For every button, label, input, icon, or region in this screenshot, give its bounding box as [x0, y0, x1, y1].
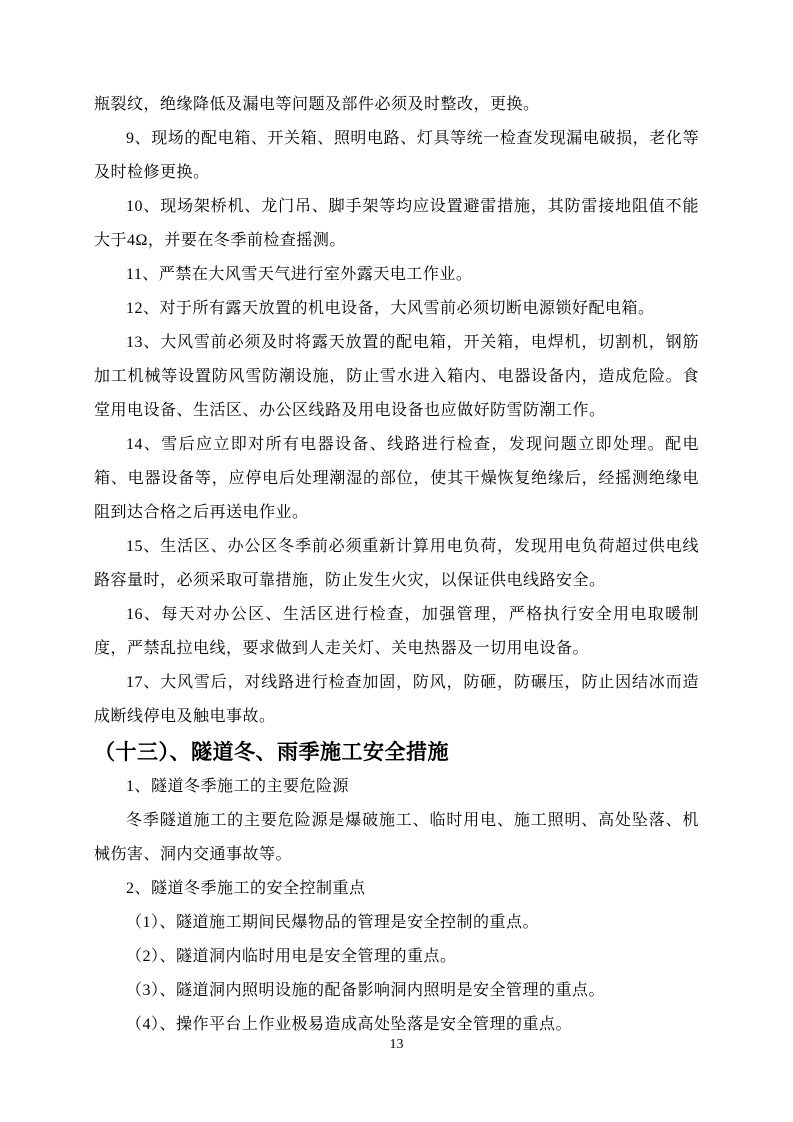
paragraph: 10、现场架桥机、龙门吊、脚手架等均应设置避雷措施，其防雷接地阻值不能大于4Ω，并要在冬季前检查摇测。: [94, 198, 699, 249]
paragraph: 1、隧道冬季施工的主要危险源: [126, 778, 350, 795]
paragraph: （2）、隧道洞内临时用电是安全管理的重点。: [126, 948, 457, 965]
page-number: 13: [389, 1037, 404, 1052]
paragraph: 13、大风雪前必须及时将露天放置的配电箱，开关箱，电焊机，切割机，钢筋加工机械等设置防风雪防潮设施，防止雪水进入箱内、电器设备内，造成危险。食堂用电设备、生活区、办公区线路及用电设备也应做好防雪防潮工作。: [94, 334, 699, 419]
paragraph: （4）、操作平台上作业极易造成高处坠落是安全管理的重点。: [126, 1016, 573, 1033]
paragraph: 9、现场的配电箱、开关箱、照明电路、灯具等统一检查发现漏电破损，老化等及时检修更换。: [94, 130, 699, 181]
document-content: [94, 88, 699, 1042]
section-heading: （十三）、隧道冬、雨季施工安全措施: [94, 740, 449, 764]
paragraph: 17、大风雪后，对线路进行检查加固，防风，防砸，防碾压，防止因结冰而造成断线停电及触电事故。: [94, 674, 699, 725]
paragraph: （3）、隧道洞内照明设施的配备影响洞内照明是安全管理的重点。: [126, 982, 606, 999]
paragraph: 冬季隧道施工的主要危险源是爆破施工、临时用电、施工照明、高处坠落、机械伤害、洞内交通事故等。: [94, 812, 699, 863]
paragraph: 16、每天对办公区、生活区进行检查，加强管理，严格执行安全用电取暖制度，严禁乱拉电线，要求做到人走关灯、关电热器及一切用电设备。: [94, 606, 699, 657]
paragraph: 瓶裂纹，绝缘降低及漏电等问题及部件必须及时整改，更换。: [94, 96, 540, 113]
paragraph: 15、生活区、办公区冬季前必须重新计算用电负荷，发现用电负荷超过供电线路容量时，必须采取可靠措施，防止发生火灾，以保证供电线路安全。: [94, 538, 699, 589]
paragraph: 11、严禁在大风雪天气进行室外露天电工作业。: [126, 266, 473, 283]
paragraph: 12、对于所有露天放置的机电设备，大风雪前必须切断电源锁好配电箱。: [126, 300, 655, 317]
paragraph: 14、雪后应立即对所有电器设备、线路进行检查，发现问题立即处理。配电箱、电器设备等，应停电后处理潮湿的部位，使其干燥恢复绝缘后，经摇测绝缘电阻到达合格之后再送电作业。: [94, 436, 699, 521]
paragraph: （1）、隧道施工期间民爆物品的管理是安全控制的重点。: [126, 914, 540, 931]
paragraph: 2、隧道冬季施工的安全控制重点: [126, 880, 366, 897]
